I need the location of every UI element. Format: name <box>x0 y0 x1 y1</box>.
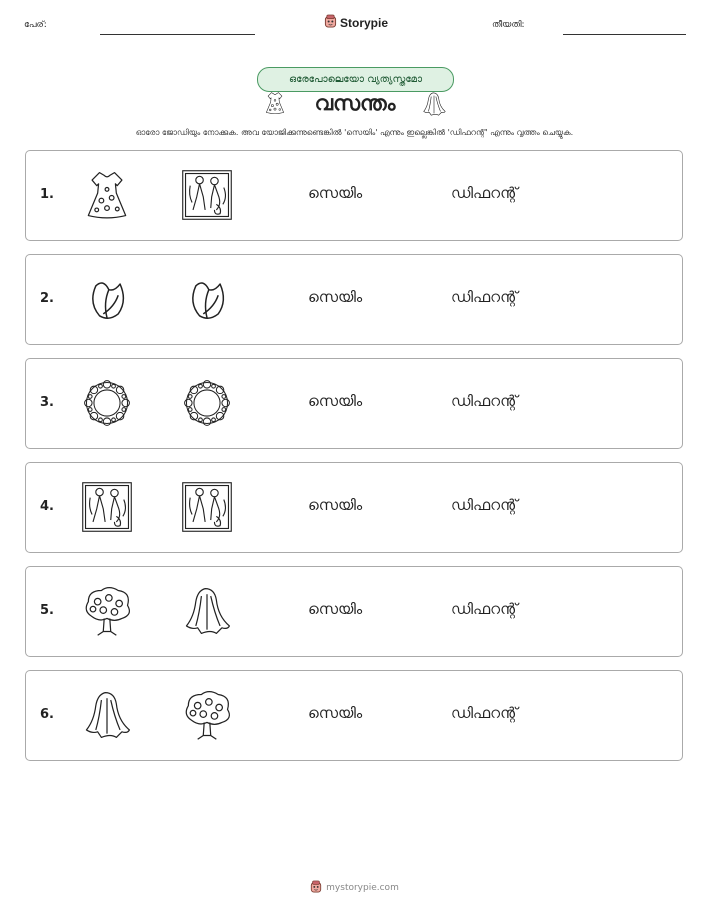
tree-icon <box>79 583 135 639</box>
tulip-icon <box>79 271 135 327</box>
same-option[interactable]: സെയിം <box>308 392 363 410</box>
veil-icon <box>420 90 448 122</box>
different-option[interactable]: ഡിഫറന്റ് <box>451 392 518 410</box>
question-number: 4. <box>40 499 54 514</box>
same-option[interactable]: സെയിം <box>308 704 363 722</box>
dress-icon <box>79 167 135 223</box>
wreath-icon <box>79 375 135 431</box>
exercise-row <box>25 566 683 657</box>
question-number: 3. <box>40 395 54 410</box>
question-number: 2. <box>40 291 54 306</box>
brand-logo <box>324 14 388 31</box>
question-number: 5. <box>40 603 54 618</box>
different-option[interactable]: ഡിഫറന്റ് <box>451 184 518 202</box>
exercise-row <box>25 670 683 761</box>
question-number: 1. <box>40 187 54 202</box>
question-number: 6. <box>40 707 54 722</box>
name-line[interactable] <box>100 34 255 35</box>
exercise-row <box>25 358 683 449</box>
tulip-icon <box>179 271 235 327</box>
same-option[interactable]: സെയിം <box>308 496 363 514</box>
footer <box>0 880 709 896</box>
same-option[interactable]: സെയിം <box>308 600 363 618</box>
storypie-icon <box>310 880 322 896</box>
veil-icon <box>179 583 235 639</box>
same-option[interactable]: സെയിം <box>308 288 363 306</box>
worksheet-header <box>0 12 709 42</box>
category-badge: ഒരേപോലെയോ വ്യത്യസ്തമോ <box>257 67 454 92</box>
wreath-icon <box>179 375 235 431</box>
page-title: വസന്തം <box>314 91 396 115</box>
footer-url[interactable]: mystorypie.com <box>326 883 399 893</box>
tree-icon <box>179 687 235 743</box>
brand-name: Storypie <box>340 15 389 30</box>
exercise-row <box>25 254 683 345</box>
tile-icon <box>179 167 235 223</box>
different-option[interactable]: ഡിഫറന്റ് <box>451 288 518 306</box>
different-option[interactable]: ഡിഫറന്റ് <box>451 600 518 618</box>
tile-icon <box>179 479 235 535</box>
tile-icon <box>79 479 135 535</box>
veil-icon <box>79 687 135 743</box>
storypie-icon <box>324 14 337 31</box>
instructions: ഓരോ ജോഡിയും നോക്കുക. അവ യോജിക്കുന്നുണ്ടെങ്കിൽ 'സെയിം' എന്നും ഇല്ലെങ്കിൽ 'ഡിഫറന്റ്' എന്നും വൃത്തം ചെയ്യുക. <box>135 128 574 137</box>
name-label: പേര്: <box>24 20 47 30</box>
dress-icon <box>262 90 288 120</box>
date-line[interactable] <box>563 34 686 35</box>
different-option[interactable]: ഡിഫറന്റ് <box>451 704 518 722</box>
exercise-list <box>25 150 685 774</box>
same-option[interactable]: സെയിം <box>308 184 363 202</box>
exercise-row <box>25 462 683 553</box>
exercise-row <box>25 150 683 241</box>
different-option[interactable]: ഡിഫറന്റ് <box>451 496 518 514</box>
date-label: തീയതി: <box>492 20 525 30</box>
